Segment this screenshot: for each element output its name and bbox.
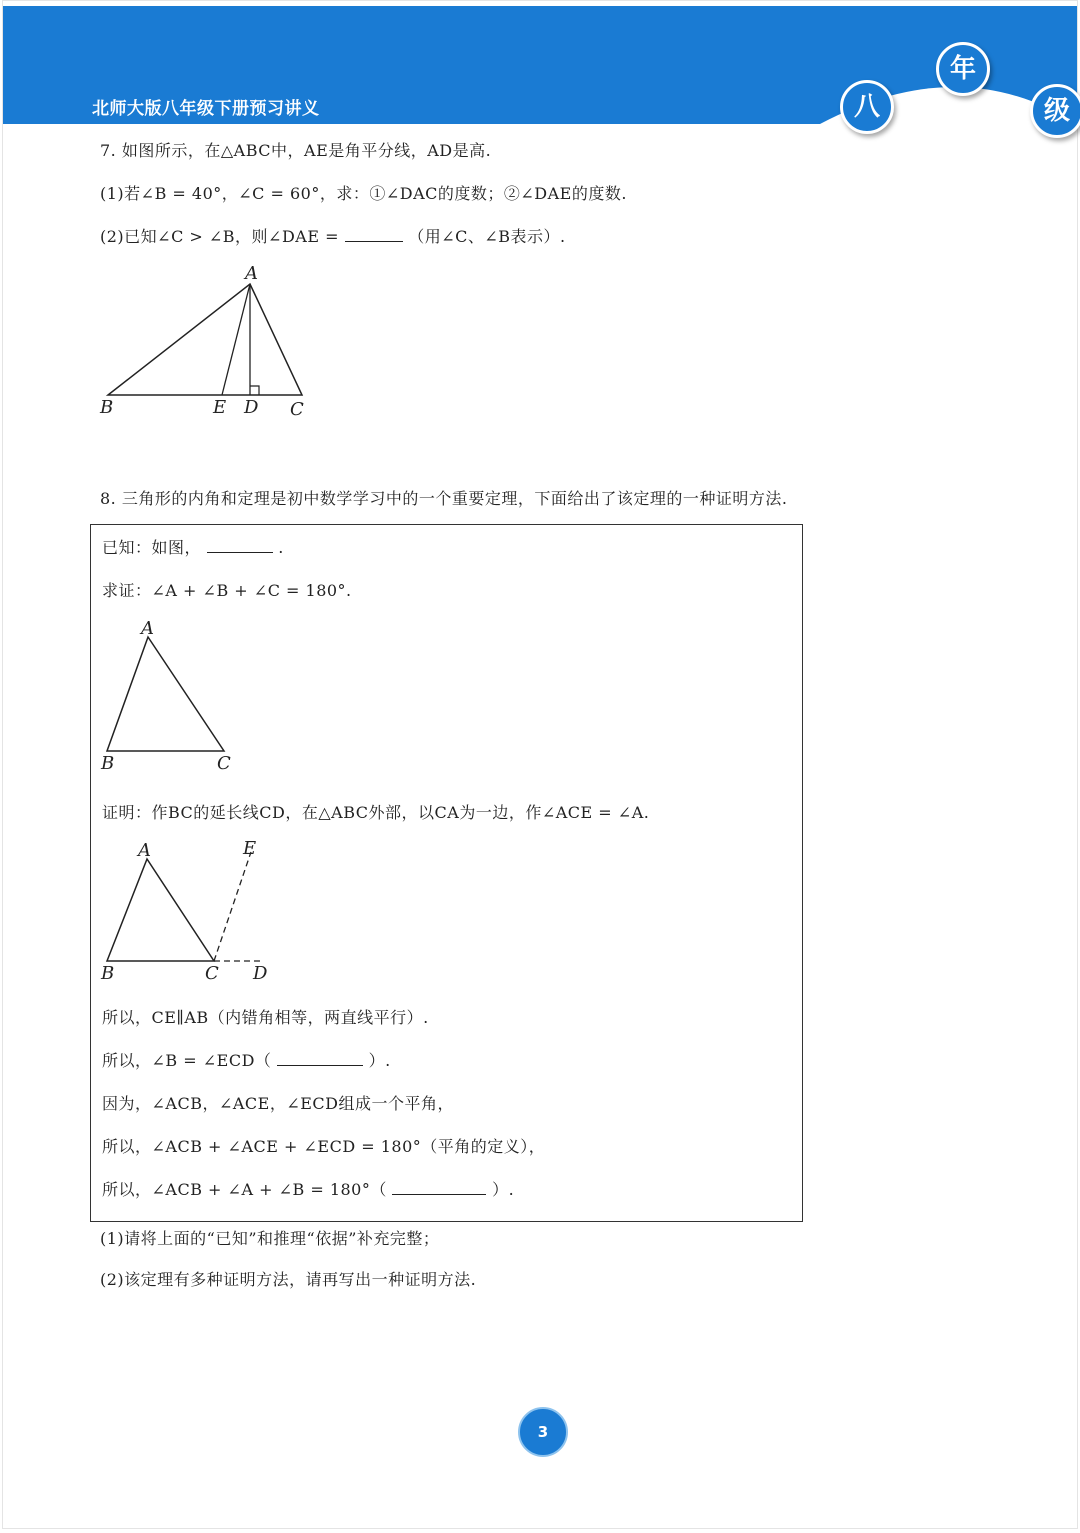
q8-step-4: 所以，∠ACB + ∠ACE + ∠ECD = 180°（平角的定义）， [102,1137,546,1156]
q8-given [102,535,284,558]
q8-prove: 求证：∠A + ∠B + ∠C = 180°. [102,581,352,600]
q8-given-suffix: . [278,538,284,557]
q8-fig1-label-c: C [217,753,231,774]
q8-fig1-label-a: A [141,618,154,639]
q8-step2-prefix: 所以，∠B = ∠ECD（ [102,1051,272,1070]
q8-task-1: (1)请将上面的“已知”和推理“依据”补充完整； [100,1229,440,1248]
q7-label-a: A [245,263,258,284]
q8-step-3: 因为，∠ACB，∠ACE，∠ECD组成一个平角， [102,1094,455,1113]
q8-fig1-label-b: B [101,753,115,774]
q8-fig2-label-e: E [243,838,257,859]
q8-step-1: 所以，CE∥AB（内错角相等，两直线平行）. [102,1008,429,1027]
q7-right-angle-mark [250,386,259,395]
q7-stem: 7. 如图所示，在△ABC中，AE是角平分线，AD是高. [100,141,492,160]
q8-fig2-label-c: C [205,963,219,984]
q8-step-2 [102,1048,391,1071]
q7-part2-suffix: （用∠C、∠B表示）. [408,227,566,246]
q8-step2-suffix: ）. [368,1051,391,1070]
q7-bisector-ae [222,284,250,395]
q7-part2 [100,224,566,247]
q8-fig2-ray-ce [214,852,251,961]
q7-answer-blank[interactable] [345,227,403,242]
q7-label-b: B [100,397,114,418]
q8-step5-blank[interactable] [392,1180,486,1195]
header-title: 北师大版八年级下册预习讲义 [92,99,320,119]
q7-part1: (1)若∠B = 40°，∠C = 60°，求：①∠DAC的度数；②∠DAE的度数. [100,184,627,203]
q8-figure-2 [95,834,295,989]
q8-fig2-label-d: D [253,963,268,984]
q8-step5-suffix: ）. [492,1180,515,1199]
badge-ji: 级 [1030,84,1080,138]
q8-fig2-triangle [107,859,214,961]
q7-label-c: C [290,399,304,420]
q8-task-2: (2)该定理有多种证明方法，请再写出一种证明方法. [100,1270,477,1289]
header-arc [0,0,1080,150]
q8-fig2-label-a: A [138,840,151,861]
q8-fig1-triangle [107,637,224,751]
q8-step-5 [102,1177,514,1200]
q7-part2-prefix: (2)已知∠C > ∠B，则∠DAE = [100,227,340,246]
q7-label-e: E [213,397,227,418]
badge-ba: 八 [840,80,894,134]
q7-triangle [108,284,302,395]
q8-given-prefix: 已知：如图， [102,538,202,557]
q8-proof-intro: 证明：作BC的延长线CD，在△ABC外部，以CA为一边，作∠ACE = ∠A. [102,803,650,822]
q8-fig2-label-b: B [101,963,115,984]
q8-given-blank[interactable] [207,538,273,553]
q8-stem: 8. 三角形的内角和定理是初中数学学习中的一个重要定理，下面给出了该定理的一种证明方法. [100,489,788,508]
q8-step5-prefix: 所以，∠ACB + ∠A + ∠B = 180°（ [102,1180,387,1199]
q8-figure-1 [95,612,245,777]
badge-nian: 年 [936,42,990,96]
q8-step2-blank[interactable] [277,1051,363,1066]
q7-label-d: D [244,397,259,418]
page-number: 3 [518,1407,568,1457]
q7-figure [90,260,330,425]
